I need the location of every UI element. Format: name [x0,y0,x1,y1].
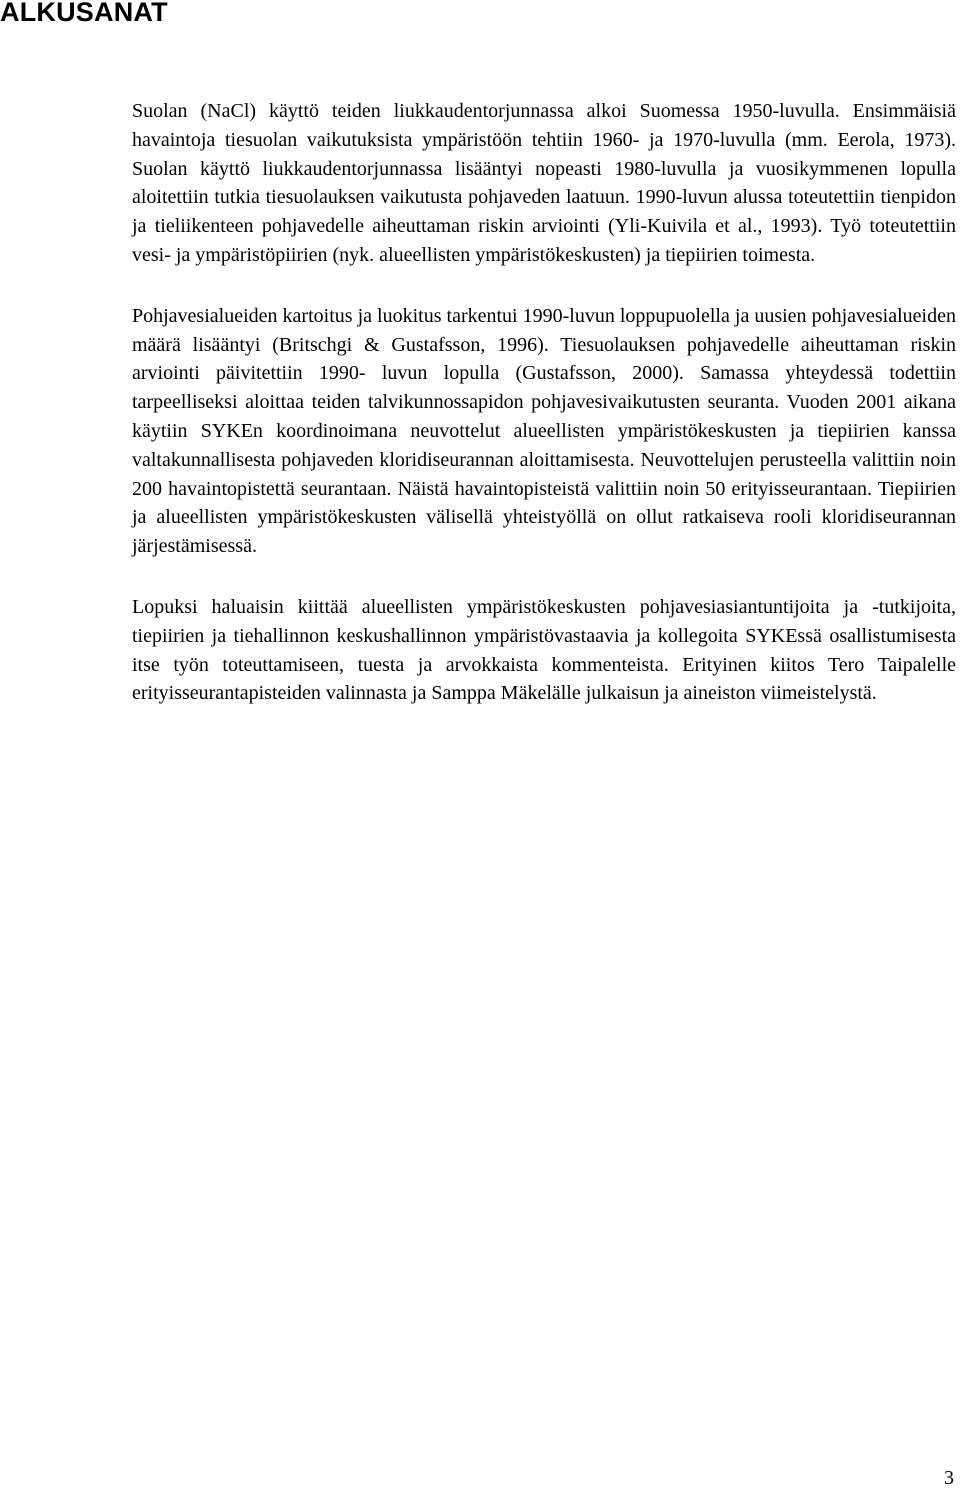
paragraph-acknowledgements: Lopuksi haluaisin kiittää alueellisten ympäristökeskusten pohjavesiasiantuntijoita ja -tutkijoita, tiepiirien ja tiehallinnon keskushallinnon ympäristövastaavia ja kollegoita SYKEssä osallistumisesta itse työn toteuttamiseen, tuesta ja arvokkaista kommenteista. Erityinen kiitos Tero Taipalelle erityisseurantapisteiden valinnasta ja Samppa Mäkelälle julkaisun ja aineiston viimeistelystä. [132,595,956,705]
page-title: ALKUSANAT [0,0,168,27]
page-number: 3 [944,1467,954,1489]
paragraph-monitoring: Pohjavesialueiden kartoitus ja luokitus tarkentui 1990-luvun loppupuolella ja uusien pohjavesialueiden määrä lisääntyi (Britschgi & Gustafsson, 1996). Tiesuolauksen pohjavedelle aiheuttaman riskin arviointi päivitettiin 1990- luvun lopulla (Gustafsson, 2000). Samassa yhteydessä todettiin tarpeelliseksi aloittaa teiden talvikunnossapidon pohjavesivaikutusten seuranta. Vuoden 2001 aikana käytiin SYKEn koordinoimana neuvottelut alueellisten ympäristökeskusten ja tiepiirien kanssa valtakunnallisesta pohjaveden kloridiseurannan aloittamisesta. Neuvottelujen perusteella valittiin noin 200 havaintopistettä seurantaan. Näistä havaintopisteistä valittiin noin 50 erityisseurantaan. Tiepiirien ja alueellisten ympäristökeskusten välisellä yhteistyöllä on ollut ratkaiseva rooli kloridiseurannan järjestämisessä. [132,304,956,558]
paragraph-history: Suolan (NaCl) käyttö teiden liukkaudentorjunnassa alkoi Suomessa 1950-luvulla. Ensimmäisiä havaintoja tiesuolan vaikutuksista ympäristöön tehtiin 1960- ja 1970-luvulla (mm. Eerola, 1973). Suolan käyttö liukkaudentorjunnassa lisääntyi nopeasti 1980-luvulla ja vuosikymmenen lopulla aloitettiin tutkia tiesuolauksen vaikutusta pohjaveden laatuun. 1990-luvun alussa toteutettiin tienpidon ja tieliikenteen pohjavedelle aiheuttaman riskin arviointi (Yli-Kuivila et al., 1993). Työ toteutettiin vesi- ja ympäristöpiirien (nyk. alueellisten ympäristökeskusten) ja tiepiirien toimesta. [132,100,956,266]
body-text [132,97,956,740]
